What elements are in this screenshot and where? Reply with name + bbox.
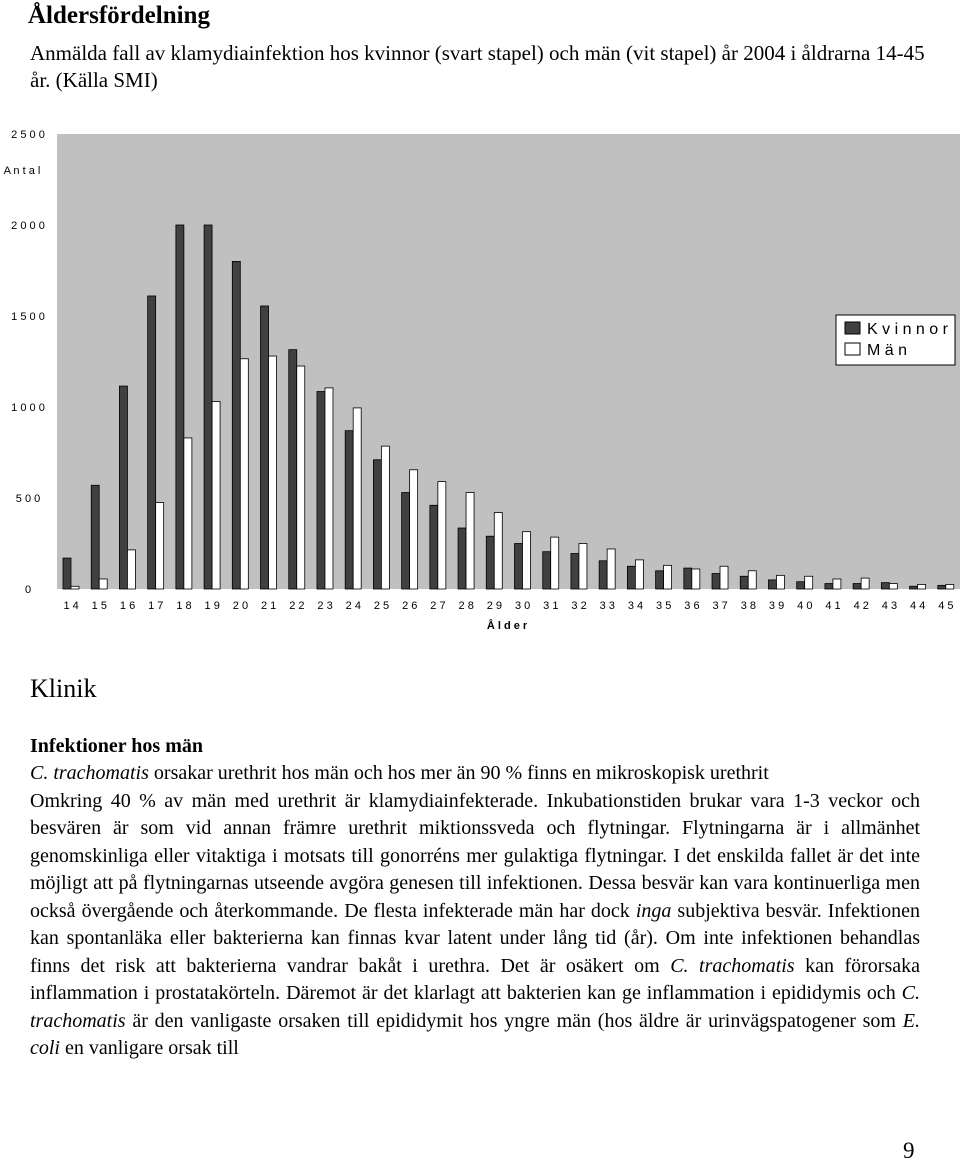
italic-term: C. trachomatis <box>670 954 795 977</box>
x-tick-label: 2 8 <box>458 600 474 612</box>
bar-kvinnor-29 <box>486 536 494 589</box>
x-tick-label: 2 6 <box>402 600 418 612</box>
bar-kvinnor-21 <box>261 306 269 589</box>
text-run: orsakar urethrit hos män och hos mer än 90 % finns en mikroskopisk urethrit <box>148 762 769 784</box>
italic-term: inga <box>635 899 672 922</box>
x-tick-label: 2 4 <box>345 600 361 612</box>
bar-man-26 <box>410 470 418 589</box>
bar-man-44 <box>918 584 926 589</box>
legend <box>836 315 955 365</box>
bar-kvinnor-36 <box>684 568 692 589</box>
bar-man-32 <box>579 544 587 590</box>
subsection-title: Infektioner hos män <box>30 735 203 757</box>
x-tick-label: 3 5 <box>656 600 672 612</box>
x-axis <box>63 600 953 612</box>
bar-man-43 <box>889 584 897 589</box>
bar-man-20 <box>240 359 248 589</box>
x-tick-label: 4 4 <box>910 600 926 612</box>
bar-man-14 <box>71 586 79 589</box>
bar-man-23 <box>325 388 333 589</box>
bar-man-19 <box>212 402 220 589</box>
bar-kvinnor-28 <box>458 528 466 589</box>
italic-term: C. trachomatis <box>30 762 149 784</box>
bar-man-22 <box>297 366 305 589</box>
y-tick-label: 1 5 0 0 <box>11 311 45 323</box>
legend-swatch <box>845 322 860 334</box>
bar-kvinnor-33 <box>599 561 607 589</box>
bar-kvinnor-19 <box>204 225 212 589</box>
x-tick-label: 1 6 <box>119 600 136 612</box>
x-axis-title: Å l d e r <box>486 620 528 632</box>
bar-kvinnor-32 <box>571 554 579 589</box>
bar-man-36 <box>692 569 700 589</box>
x-tick-label: 1 5 <box>91 600 107 612</box>
text-run: kan förorsaka inflammation i prostatakörteln. Däremot är det klarlagt att bakterien kan ge inflammation i epididymis och <box>30 954 920 1004</box>
x-tick-label: 1 8 <box>176 600 192 612</box>
bar-kvinnor-45 <box>938 585 946 589</box>
x-tick-label: 3 2 <box>571 600 587 612</box>
bar-man-34 <box>635 560 643 589</box>
bar-kvinnor-18 <box>176 225 184 589</box>
bar-kvinnor-31 <box>543 552 551 589</box>
x-tick-label: 3 0 <box>514 600 531 612</box>
bar-kvinnor-37 <box>712 574 720 589</box>
y-tick-label: 2 0 0 0 <box>11 220 45 232</box>
y-axis-title: A n t a l <box>3 165 41 177</box>
y-tick-label: 2 5 0 0 <box>11 129 45 141</box>
paragraph <box>30 788 920 1063</box>
bar-kvinnor-16 <box>119 386 127 589</box>
x-tick-label: 4 2 <box>853 600 869 612</box>
x-tick-label: 1 7 <box>148 600 164 612</box>
bar-kvinnor-15 <box>91 485 99 589</box>
age-distribution-chart <box>0 120 960 640</box>
x-tick-label: 3 1 <box>543 600 559 612</box>
bar-man-38 <box>748 571 756 589</box>
bar-man-35 <box>664 565 672 589</box>
legend-label: K v i n n o r <box>867 321 948 338</box>
x-tick-label: 3 9 <box>768 600 785 612</box>
legend-label: M ä n <box>867 342 908 359</box>
x-tick-label: 2 1 <box>260 600 277 612</box>
page-heading: Åldersfördelning <box>28 2 210 29</box>
page-number: 9 <box>903 1138 915 1163</box>
body-text <box>30 760 920 1063</box>
y-axis <box>11 129 45 596</box>
bar-man-29 <box>494 513 502 589</box>
bar-kvinnor-17 <box>148 296 156 589</box>
bar-kvinnor-35 <box>656 571 664 589</box>
section-title: Klinik <box>30 674 97 703</box>
x-tick-label: 1 9 <box>204 600 220 612</box>
bar-kvinnor-20 <box>232 261 240 589</box>
x-tick-label: 2 5 <box>373 600 390 612</box>
x-tick-label: 4 0 <box>797 600 813 612</box>
bar-kvinnor-34 <box>627 566 635 589</box>
bar-kvinnor-23 <box>317 392 325 589</box>
bar-kvinnor-41 <box>825 584 833 589</box>
bar-man-45 <box>946 584 954 589</box>
bar-man-31 <box>551 537 559 589</box>
bar-kvinnor-27 <box>430 505 438 589</box>
x-tick-label: 2 3 <box>317 600 333 612</box>
x-tick-label: 3 6 <box>684 600 700 612</box>
bar-kvinnor-44 <box>910 586 918 589</box>
bar-kvinnor-43 <box>881 583 889 589</box>
text-run: är den vanligaste orsaken till epididymit hos yngre män (hos äldre är urinvägspatogener som <box>125 1009 903 1032</box>
chart-caption: Anmälda fall av klamydiainfektion hos kvinnor (svart stapel) och män (vit stapel) år 2004 i åldrarna 14-45 år. (Källa SMI) <box>30 41 925 92</box>
paragraph <box>30 760 920 788</box>
x-tick-label: 2 2 <box>289 600 305 612</box>
bar-kvinnor-42 <box>853 584 861 589</box>
x-tick-label: 4 1 <box>825 600 841 612</box>
bar-man-27 <box>438 482 446 589</box>
bar-man-17 <box>156 503 164 589</box>
bar-man-15 <box>99 579 107 589</box>
text-run: Omkring 40 % av män med urethrit är klamydiainfekterade. Inkubationstiden brukar vara 1-3 veckor och besvären är som vid annan främre urethrit miktionssveda och flytningar. Flytningarna är i allmänhet genomskinliga eller vitaktiga i motsats till gonorréns mer gulaktiga flytningar. I det enskilda fallet är det inte möjligt att på flytningarnas utseende avgöra genesen till infektionen. Dessa besvär kan vara kontinuerliga men också övergående och återkommande. De flesta infekterade män har dock <box>30 789 920 922</box>
bar-man-28 <box>466 493 474 589</box>
x-tick-label: 4 3 <box>881 600 898 612</box>
text-run: subjektiva besvär. Infektionen kan spontanläka eller bakterierna kan finnas kvar latent under lång tid (år). Om inte infektionen behandlas finns det risk att bakterierna vandrar bakåt i urethra. Det är osäkert om <box>30 899 920 977</box>
bar-man-33 <box>607 549 615 589</box>
x-tick-label: 2 9 <box>486 600 503 612</box>
bar-kvinnor-30 <box>515 544 523 590</box>
bar-kvinnor-22 <box>289 350 297 589</box>
bar-man-16 <box>127 550 135 589</box>
bar-man-42 <box>861 578 869 589</box>
bar-man-37 <box>720 566 728 589</box>
italic-term: C. trachomatis <box>30 982 920 1032</box>
x-tick-label: 3 7 <box>712 600 728 612</box>
x-tick-label: 3 8 <box>740 600 757 612</box>
bar-man-30 <box>523 532 531 589</box>
y-tick-label: 5 0 0 <box>15 493 41 505</box>
bar-man-39 <box>776 575 784 589</box>
x-tick-label: 4 5 <box>938 600 954 612</box>
bar-man-24 <box>353 408 361 589</box>
bar-man-25 <box>381 446 389 589</box>
bar-man-18 <box>184 438 192 589</box>
bar-kvinnor-24 <box>345 431 353 589</box>
x-tick-label: 2 0 <box>232 600 249 612</box>
bar-kvinnor-40 <box>797 582 805 589</box>
y-tick-label: 1 0 0 0 <box>11 402 45 414</box>
x-tick-label: 2 7 <box>430 600 446 612</box>
bar-man-21 <box>269 356 277 589</box>
x-tick-label: 3 3 <box>599 600 615 612</box>
x-tick-label: 3 4 <box>627 600 644 612</box>
bar-kvinnor-25 <box>373 460 381 589</box>
italic-term: E. coli <box>30 1009 920 1059</box>
bar-kvinnor-26 <box>402 493 410 589</box>
text-run: en vanligare orsak till <box>60 1037 239 1059</box>
bar-kvinnor-14 <box>63 558 71 589</box>
bar-man-41 <box>833 579 841 589</box>
bar-man-40 <box>805 576 813 589</box>
bar-kvinnor-38 <box>740 576 748 589</box>
y-tick-label: 0 <box>24 584 32 596</box>
plot-area <box>57 134 960 589</box>
x-tick-label: 1 4 <box>63 600 79 612</box>
legend-swatch <box>845 343 860 355</box>
bar-kvinnor-39 <box>768 580 776 589</box>
